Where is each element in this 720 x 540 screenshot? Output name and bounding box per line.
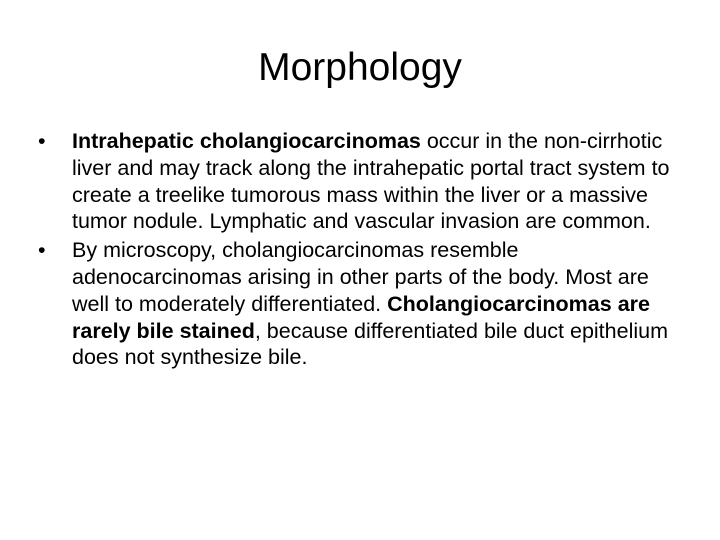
bullet-icon: • xyxy=(38,238,46,263)
bullet-text-before: By microscopy, cholangiocarcinomas resemble adenocarcinomas arising in other parts of the body. Most are well to moderately differentiated. xyxy=(72,238,649,316)
slide-title: Morphology xyxy=(258,46,462,89)
bullet-bold-lead: Intrahepatic cholangiocarcinomas xyxy=(72,129,421,153)
bullet-text-after: , because differentiated bile duct epithelium does not synthesize bile. xyxy=(72,318,668,370)
bullet-item-microscopy xyxy=(36,237,681,371)
bullet-list xyxy=(36,128,681,373)
bullet-item-intrahepatic xyxy=(36,128,681,235)
bullet-bold-mid: Cholangiocarcinomas are rarely bile stained xyxy=(72,291,650,343)
bullet-text: occur in the non-cirrhotic liver and may track along the intrahepatic portal tract system to create a treelike tumorous mass within the liver or a massive tumor nodule. Lymphatic and vascular invasion are common. xyxy=(72,129,670,234)
bullet-icon: • xyxy=(38,129,46,153)
